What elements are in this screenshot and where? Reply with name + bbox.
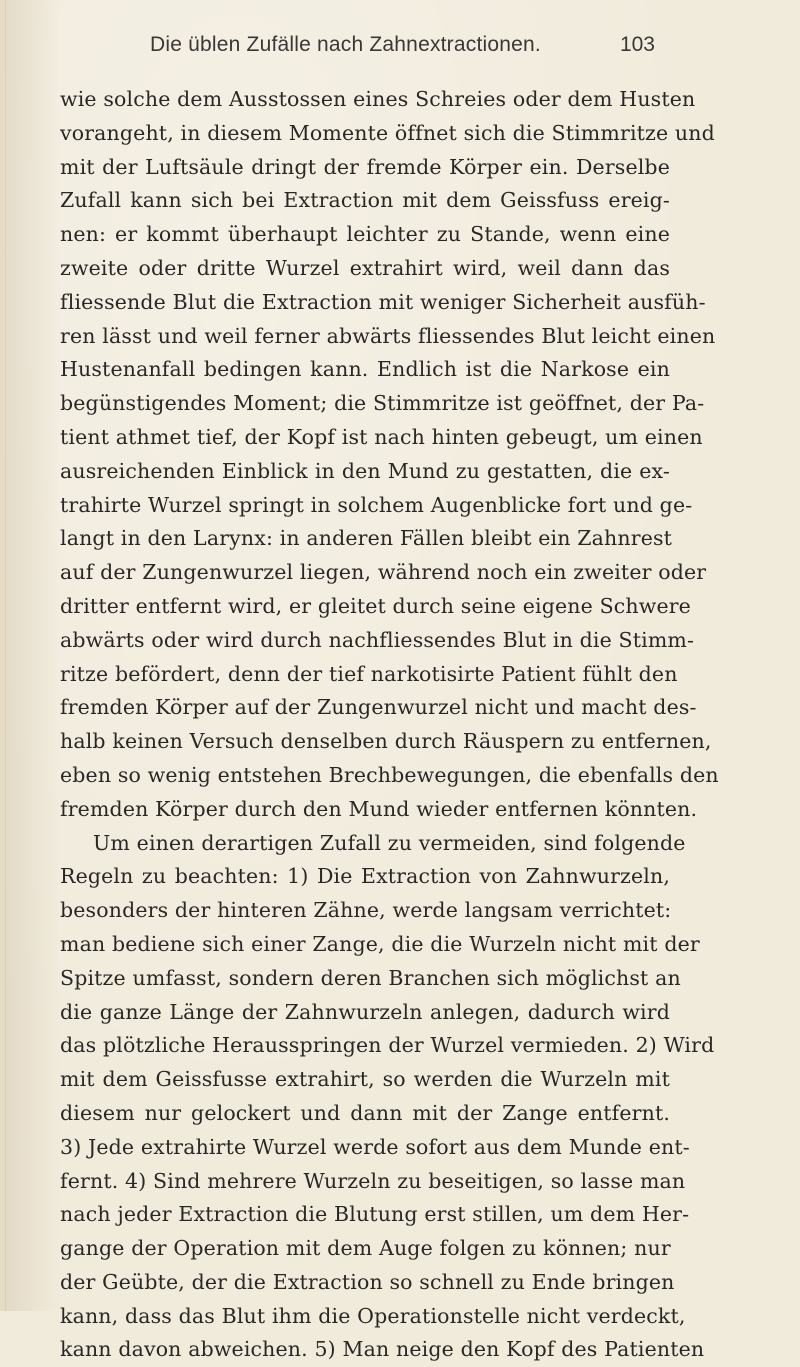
- paragraph-start-line: Um einen derartigen Zufall zu vermeiden, sind folgende: [93, 830, 686, 855]
- text-line: 3) Jede extrahirte Wurzel werde sofort aus dem Munde ent-: [60, 1134, 690, 1159]
- text-line: der Geübte, der die Extraction so schnell zu Ende bringen: [60, 1269, 675, 1294]
- text-line: kann davon abweichen. 5) Man neige den Kopf des Patienten: [60, 1337, 705, 1362]
- text-line: begünstigendes Moment; die Stimmritze ist geöffnet, der Pa-: [60, 391, 705, 416]
- text-line: nen: er kommt überhaupt leichter zu Stande, wenn eine: [60, 222, 670, 247]
- text-line: besonders der hinteren Zähne, werde langsam verrichtet:: [60, 898, 672, 923]
- text-line: trahirte Wurzel springt in solchem Augenblicke fort und ge-: [60, 492, 693, 517]
- text-line: mit dem Geissfusse extrahirt, so werden die Wurzeln mit: [60, 1067, 670, 1092]
- text-line: Regeln zu beachten: 1) Die Extraction von Zahnwurzeln,: [60, 864, 670, 889]
- text-line: man bediene sich einer Zange, die die Wurzeln nicht mit der: [60, 931, 700, 956]
- text-line: fliessende Blut die Extraction mit weniger Sicherheit ausfüh-: [60, 289, 706, 314]
- text-line: zweite oder dritte Wurzel extrahirt wird, weil dann das: [60, 255, 670, 280]
- text-line: gange der Operation mit dem Auge folgen zu können; nur: [60, 1236, 671, 1261]
- text-line: langt in den Larynx: in anderen Fällen bleibt ein Zahnrest: [60, 526, 673, 551]
- text-line: diesem nur gelockert und dann mit der Zange entfernt.: [60, 1100, 670, 1125]
- text-line: eben so wenig entstehen Brechbewegungen, die ebenfalls den: [60, 762, 719, 787]
- text-line: ritze befördert, denn der tief narkotisirte Patient fühlt den: [60, 661, 678, 686]
- text-line: die ganze Länge der Zahnwurzeln anlegen, dadurch wird: [60, 999, 670, 1024]
- body-text: [60, 83, 719, 1367]
- text-line: fremden Körper auf der Zungenwurzel nicht und macht des-: [60, 695, 697, 720]
- text-line: halb keinen Versuch denselben durch Räuspern zu entfernen,: [60, 729, 712, 754]
- text-line: dritter entfernt wird, er gleitet durch seine eigene Schwere: [60, 593, 691, 618]
- text-line: abwärts oder wird durch nachfliessendes Blut in die Stimm-: [60, 627, 695, 652]
- text-line: Zufall kann sich bei Extraction mit dem Geissfuss ereig-: [60, 188, 670, 213]
- text-line: fernt. 4) Sind mehrere Wurzeln zu beseitigen, so lasse man: [60, 1168, 686, 1193]
- text-line: ausreichenden Einblick in den Mund zu gestatten, die ex-: [60, 458, 670, 483]
- text-line: tient athmet tief, der Kopf ist nach hinten gebeugt, um einen: [60, 424, 703, 449]
- text-line: ren lässt und weil ferner abwärts fliessendes Blut leicht einen: [60, 323, 716, 348]
- text-line: auf der Zungenwurzel liegen, während noch ein zweiter oder: [60, 560, 707, 585]
- text-line: wie solche dem Ausstossen eines Schreies oder dem Husten: [60, 87, 696, 111]
- running-title: Die üblen Zufälle nach Zahnextractionen.: [150, 33, 541, 56]
- text-line: das plötzliche Herausspringen der Wurzel vermieden. 2) Wird: [60, 1033, 715, 1058]
- text-line: nach jeder Extraction die Blutung erst stillen, um dem Her-: [60, 1202, 690, 1227]
- text-line: Hustenanfall bedingen kann. Endlich ist die Narkose ein: [60, 357, 670, 382]
- text-line: kann, dass das Blut ihm die Operationstelle nicht verdeckt,: [60, 1303, 686, 1328]
- text-line: vorangeht, in diesem Momente öffnet sich die Stimmritze und: [60, 120, 715, 145]
- text-line: mit der Luftsäule dringt der fremde Körper ein. Derselbe: [60, 154, 670, 179]
- paragraph-end-line: fremden Körper durch den Mund wieder entfernen könnten.: [60, 796, 698, 821]
- page-edge: [0, 0, 6, 1311]
- page-number: 103: [619, 33, 655, 56]
- running-header: [150, 31, 655, 59]
- text-line: Spitze umfasst, sondern deren Branchen sich möglichst an: [60, 965, 681, 990]
